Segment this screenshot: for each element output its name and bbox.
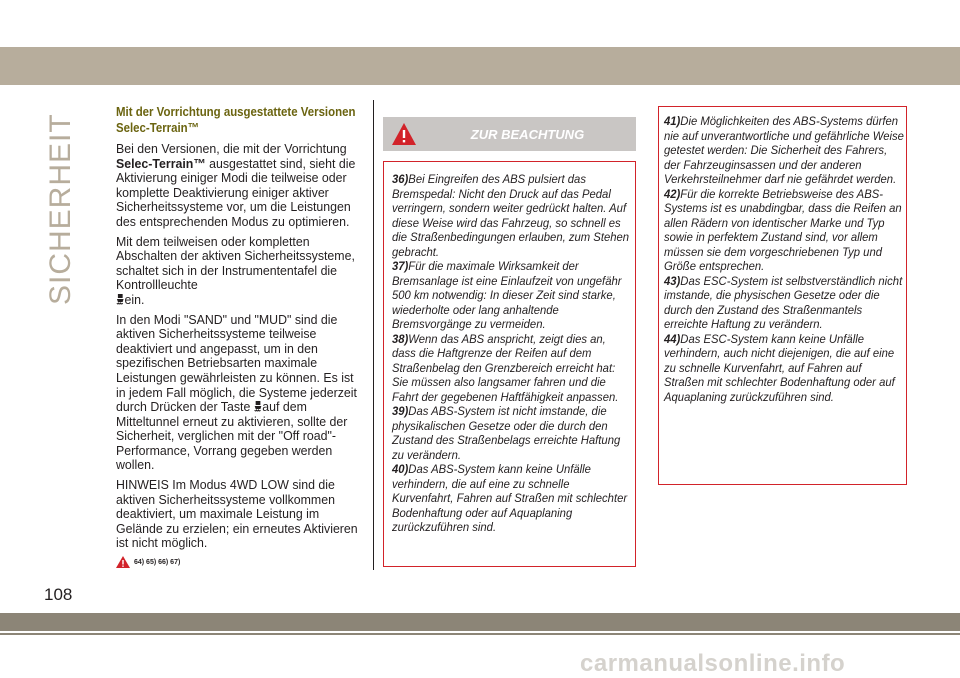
- left-column: [116, 104, 364, 568]
- column-heading: Mit der Vorrichtung ausgestattete Versionen Selec-Terrain™: [116, 104, 356, 135]
- paragraph: Mit dem teilweisen oder kompletten Abschalten der aktiven Sicherheitssysteme, schaltet sich in der Instrumententafel die Kontrollleuchte ein.: [116, 233, 355, 307]
- warning-references: [116, 556, 364, 568]
- warning-item: 39)Das ABS-System ist nicht imstande, die physikalischen Gesetze oder die durch den Zustand des Straßenbelags erreichte Haftung zu verändern.: [392, 404, 621, 462]
- reference-numbers: 64) 65) 66) 67): [134, 558, 181, 566]
- warning-item: 43)Das ESC-System ist selbstverständlich nicht imstande, die physischen Gesetze oder die durch den Zustand des Straßenmantels erreichte Haftung zu verändern.: [664, 273, 903, 331]
- bottom-color-band: [0, 613, 960, 631]
- paragraph: In den Modi "SAND" und "MUD" sind die aktiven Sicherheitssysteme teilweise deaktiviert und angepasst, um in den spezifischen Betriebsarten maximale Leistungen gewährleisten zu können. Es ist in jedem Fall möglich, die Systeme jederzeit durch Drücken der Taste auf dem Mitteltunnel erneut zu aktivieren, sollte der Sicherheit, verglichen mit der "Off road"-Performance, Vorrang gegeben werden wollen.: [116, 311, 357, 473]
- warning-item: 37)Für die maximale Wirksamkeit der Bremsanlage ist eine Einlaufzeit von ungefähr 500 km notwendig: In dieser Zeit sind starke, wiederholte oder lang anhaltende Bremsvorgänge zu vermeiden.: [392, 259, 622, 331]
- esc-off-lamp-icon: [116, 294, 125, 306]
- top-color-band: [0, 47, 960, 85]
- warning-triangle-icon: [116, 556, 130, 568]
- esc-off-button-icon: [254, 401, 263, 413]
- warning-box: [658, 106, 907, 485]
- watermark: carmanualsonline.info: [580, 650, 846, 677]
- paragraph: HINWEIS Im Modus 4WD LOW sind die aktiven Sicherheitssysteme vollkommen deaktiviert, um maximale Leistung im Gelände zu erzielen; ein erneutes Aktivieren ist nicht möglich.: [116, 477, 358, 551]
- warning-item: 36)Bei Eingreifen des ABS pulsiert das Bremspedal: Nicht den Druck auf das Pedal verringern, sondern weiter gedrückt halten. Auf diese Weise wird das Fahrzeug, so schnell es die Straßenbedingungen erlauben, zum Stehen gebracht.: [392, 172, 630, 259]
- column-divider: [373, 100, 374, 570]
- warning-box: [383, 161, 636, 567]
- warning-item: 38)Wenn das ABS anspricht, zeigt dies an, dass die Haftgrenze der Reifen auf dem Straßenbelag den Grenzbereich erreicht hat: Sie müssen also langsamer fahren und die Fahrt der gegebenen Haftfähigkeit anpassen.: [392, 331, 619, 404]
- warning-item: 44)Das ESC-System kann keine Unfälle verhindern, auch nicht diejenigen, die auf eine zu schnelle Kurvenfahrt, auf Fahren auf Straßen mit schlechter Bodenhaftung oder auf Aquaplaning zurückzuführen sind.: [664, 331, 895, 404]
- bottom-rule: [0, 633, 960, 635]
- paragraph: Bei den Versionen, die mit der Vorrichtung Selec-Terrain™ ausgestattet sind, sieht die Aktivierung einiger Modi die teilweise oder komplette Deaktivierung einiger aktiver Sicherheitssysteme vor, um die Leistungen des entsprechenden Modus zu optimieren.: [116, 141, 356, 229]
- warning-item: 42)Für die korrekte Betriebsweise des ABS-Systems ist es unabdingbar, dass die Reifen an allen Rädern von identischer Marke und Typ sowie in perfektem Zustand sind, vor allem müssen sie dem vorgeschriebenen Typ und Größe entsprechen.: [664, 186, 902, 273]
- page-number: 108: [44, 585, 73, 604]
- warning-header-title: ZUR BEACHTUNG: [470, 127, 585, 142]
- warning-header: [383, 117, 636, 151]
- warning-item: 40)Das ABS-System kann keine Unfälle verhindern, die auf eine zu schnelle Kurvenfahrt, Fahren auf Straßen mit schlechter Bodenhaftung oder auf Aquaplaning zurückzuführen sind.: [392, 462, 628, 534]
- section-title: SICHERHEIT: [44, 113, 77, 305]
- warning-item: 41)Die Möglichkeiten des ABS-Systems dürfen nie auf unverantwortliche und gefährliche Weise getestet werden: Die Sicherheit des Fahrers, der Fahrzeuginsassen und der anderen Verkehrsteilnehmer darf nie gefährdet werden.: [664, 114, 904, 186]
